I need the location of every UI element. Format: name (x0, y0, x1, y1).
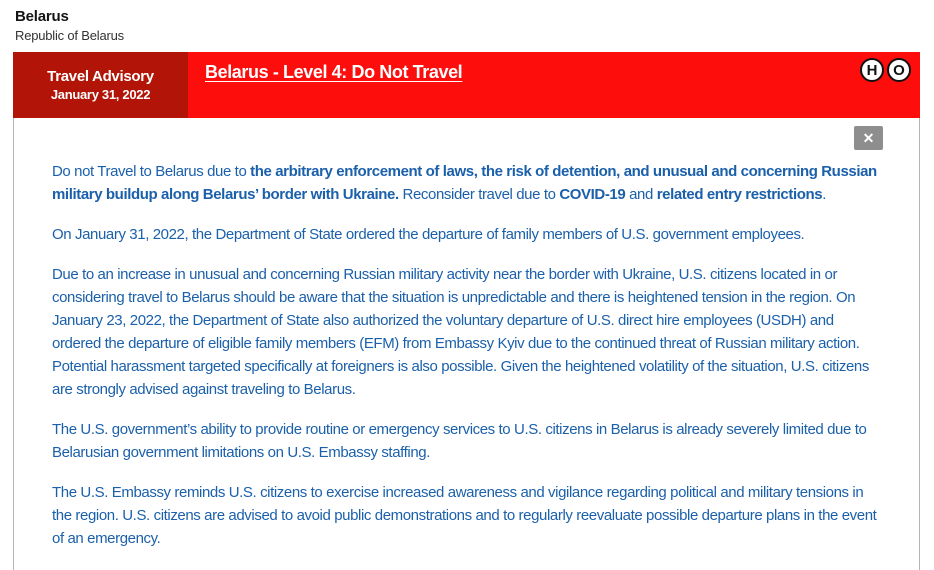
paragraph-text: and (625, 186, 657, 203)
advisory-paragraph-2: On January 31, 2022, the Department of State ordered the departure of family members of U.S. government employees. (52, 226, 805, 243)
travel-advisory-date: January 31, 2022 (50, 87, 151, 102)
advisory-paragraph-5: The U.S. Embassy reminds U.S. citizens to exercise increased awareness and vigilance regarding political and military tensions in the region. U.S. citizens are advised to avoid public demonstrations and to regularly reevaluate possible departure plans in the event of an emergency. (52, 484, 877, 547)
paragraph-text: Do not Travel to Belarus due to (52, 163, 251, 180)
page-header (0, 0, 934, 43)
paragraph-text: . (822, 186, 826, 203)
advisory-panel (13, 118, 920, 570)
close-button[interactable] (854, 126, 883, 150)
advisory-level-link[interactable]: Belarus - Level 4: Do Not Travel (205, 62, 463, 82)
paragraph-bold-text: COVID-19 (559, 186, 626, 203)
paragraph-bold-text: related entry restrictions (656, 186, 823, 203)
travel-advisory-title: Travel Advisory (47, 68, 154, 85)
o-circle-icon[interactable]: O (887, 58, 911, 82)
page-title: Belarus (15, 8, 69, 25)
advisory-paragraph-3: Due to an increase in unusual and concerning Russian military activity near the border with Ukraine, U.S. citizens located in or considering travel to Belarus should be aware that the situation is unpredictable and there is heightened tension in the region. On January 23, 2022, the Department of State also authorized the voluntary departure of U.S. direct hire employees (USDH) and ordered the departure of eligible family members (EFM) from Embassy Kyiv due to the continued threat of Russian military action. Potential harassment targeted specifically at foreigners is also possible. Given the heightened volatility of the situation, U.S. citizens are strongly advised against traveling to Belarus. (52, 266, 869, 398)
close-icon: ✕ (862, 129, 875, 146)
paragraph-text: Reconsider travel due to (398, 186, 560, 203)
page-subtitle: Republic of Belarus (15, 28, 124, 43)
banner-icons (860, 58, 911, 82)
advisory-paragraph-1 (52, 160, 881, 206)
travel-advisory-banner (13, 52, 920, 118)
h-circle-icon[interactable]: H (860, 58, 884, 82)
advisory-paragraph-4: The U.S. government’s ability to provide routine or emergency services to U.S. citizens in Belarus is already severely limited due to Belarusian government limitations on U.S. Embassy staffing. (52, 421, 867, 461)
paragraph-bold-text: the arbitrary enforcement of laws, the risk of detention, and unusual and concerning Russian military buildup along Belarus’ border with Ukraine. (52, 163, 877, 203)
close-row (52, 126, 881, 150)
travel-advisory-label (13, 52, 188, 118)
